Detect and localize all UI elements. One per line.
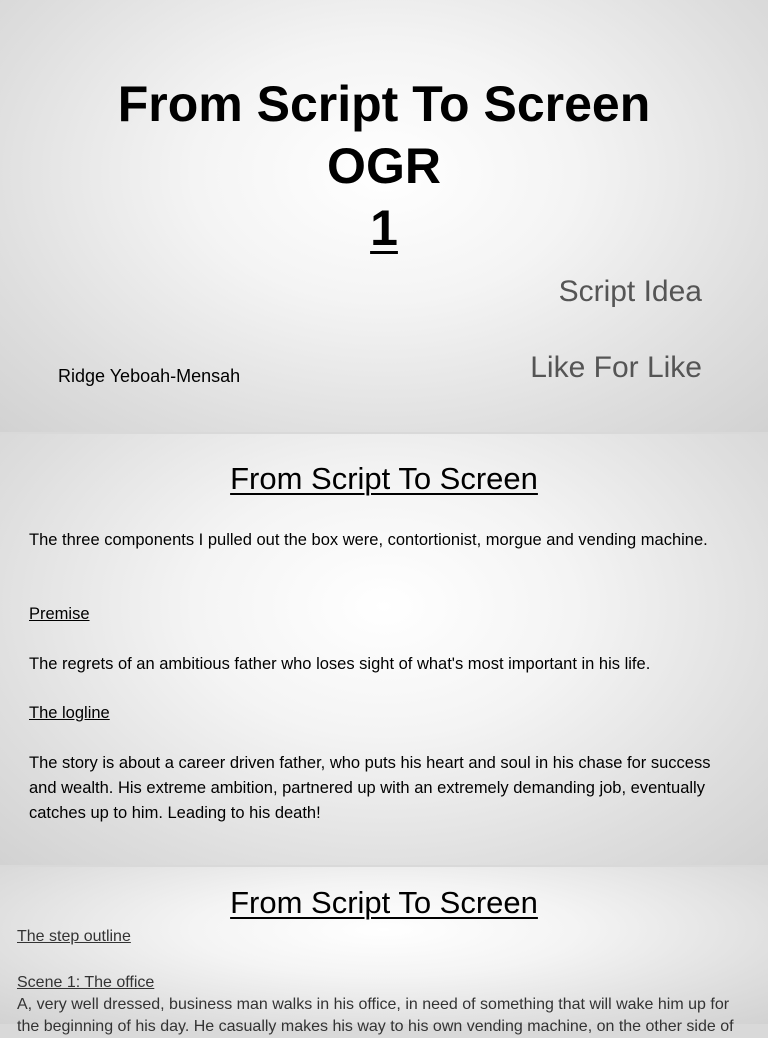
slide-heading: From Script To Screen (230, 461, 538, 496)
logline-label: The logline (29, 704, 110, 722)
premise-text: The regrets of an ambitious father who loses sight of what's most important in his life. (29, 655, 651, 673)
logline-text: The story is about a career driven father, who puts his heart and soul in his chase for success and wealth. His extreme ambition, partnered up with an extremely demanding job, eventually catches up to him. Leading to his death! (29, 754, 711, 822)
scene-1-text-line-2: the beginning of his day. He casually makes his way to his own vending machine, on the other side of (17, 1018, 734, 1035)
premise-slide (0, 434, 768, 865)
title-line-2: OGR (327, 138, 441, 194)
subtitle-script-idea: Script Idea (558, 275, 702, 308)
premise-label: Premise (29, 605, 90, 623)
author-name: Ridge Yeboah-Mensah (58, 366, 241, 386)
scene-1-label: Scene 1: The office (17, 974, 155, 991)
title-number: 1 (370, 200, 398, 256)
slide-heading: From Script To Screen (230, 885, 538, 920)
intro-paragraph: The three components I pulled out the box were, contortionist, morgue and vending machine. (29, 531, 708, 549)
step-outline-label: The step outline (17, 928, 131, 945)
title-line-3 (0, 198, 768, 258)
subtitle-like-for-like: Like For Like (530, 351, 702, 384)
title-line-1: From Script To Screen (117, 76, 651, 132)
scene-1-text-line-1: A, very well dressed, business man walks in his office, in need of something that will wake him up for (17, 996, 730, 1013)
title-slide (0, 0, 768, 432)
step-outline-slide (0, 867, 768, 1035)
